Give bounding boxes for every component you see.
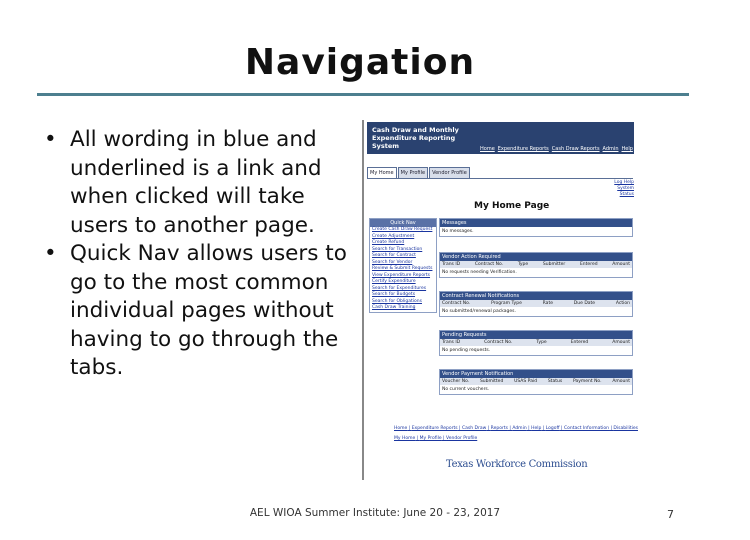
quick-nav-item[interactable]: Cash Draw Training xyxy=(372,305,416,310)
bottom-nav: Home | Expenditure Reports | Cash Draw | Reports | Admin | Help | Logoff | Contact Information | Disabilities xyxy=(394,426,638,431)
quick-nav-item[interactable]: View Expenditure Reports xyxy=(372,272,431,278)
column-header: Status xyxy=(547,379,563,384)
bottom-nav-link[interactable]: Contact Information xyxy=(564,426,610,431)
panel-body: No messages. xyxy=(442,229,474,234)
contract-renewal-panel xyxy=(439,291,633,317)
quick-nav-item[interactable]: Search for Contract xyxy=(372,253,416,258)
app-screenshot xyxy=(362,120,652,480)
system-status-link[interactable]: System Status xyxy=(617,186,634,197)
app-header xyxy=(367,122,652,154)
bottom-nav-link[interactable]: Expenditure Reports xyxy=(411,426,458,431)
quick-nav-item[interactable]: Search for Transaction xyxy=(372,246,423,252)
bottom-nav-link[interactable]: Disabilities xyxy=(613,426,638,431)
column-header: Payment No. xyxy=(572,379,602,384)
bottom-nav-link[interactable]: Vendor Profile xyxy=(446,436,478,441)
bottom-nav-link[interactable]: Home xyxy=(394,426,408,431)
column-header: Trans ID xyxy=(442,262,461,267)
pending-requests-panel xyxy=(439,330,633,356)
bottom-nav-secondary: My Home | My Profile | Vendor Profile xyxy=(394,436,478,441)
column-header: Contract No. xyxy=(474,262,504,267)
top-nav-cash-draw-reports[interactable]: Cash Draw Reports xyxy=(551,146,600,152)
column-header: Trans ID xyxy=(442,340,461,345)
column-header: Entered xyxy=(570,340,589,345)
panel-header: Vendor Payment Notification xyxy=(440,370,632,378)
twc-logo: Texas Workforce Commission xyxy=(446,459,588,470)
top-nav xyxy=(480,146,651,152)
tab-divider xyxy=(367,178,633,179)
panel-columns xyxy=(440,261,632,268)
panel-body: No requests needing Verification. xyxy=(442,270,517,275)
quick-nav-item[interactable]: Search for Expenditures xyxy=(372,285,427,291)
vendor-payment-panel xyxy=(439,369,633,395)
column-header: Due Date xyxy=(573,301,596,306)
quick-nav-item[interactable]: Create Cash Draw Request xyxy=(372,227,433,232)
bullet-list xyxy=(44,126,356,383)
tab-my-home[interactable]: My Home xyxy=(367,167,397,179)
panel-columns xyxy=(440,378,632,385)
column-header: Rate xyxy=(542,301,553,306)
title-underline xyxy=(37,93,689,96)
column-header: Amount xyxy=(612,262,630,267)
quick-nav-item[interactable]: Create Refund xyxy=(372,240,405,245)
top-nav-logoff[interactable]: Logoff xyxy=(635,146,652,152)
bullet-dot: • xyxy=(44,241,57,266)
page-title: My Home Page xyxy=(474,201,550,211)
panel-body: No current vouchers. xyxy=(442,387,490,392)
system-name: Cash Draw and Monthly Expenditure Reporting System xyxy=(372,126,459,150)
bottom-nav-link[interactable]: Help xyxy=(531,426,542,431)
quick-nav-item[interactable]: Search for Vendor xyxy=(372,259,413,265)
panel-columns xyxy=(440,339,632,346)
quick-nav-item[interactable]: Review & Submit Requests xyxy=(372,266,433,271)
bottom-nav-link[interactable]: Cash Draw xyxy=(462,426,487,431)
column-header: USAS Paid xyxy=(514,379,538,384)
slide-footer: AEL WIOA Summer Institute: June 20 - 23, 2017 xyxy=(249,507,501,519)
column-header: Type xyxy=(536,340,547,345)
panel-body: No submitted/renewal packages. xyxy=(442,309,516,314)
column-header: Action xyxy=(615,301,630,306)
panel-header: Contract Renewal Notifications xyxy=(440,292,632,300)
panel-header: Messages xyxy=(440,219,632,227)
bottom-nav-link[interactable]: Admin xyxy=(512,426,527,431)
column-header: Contract No. xyxy=(484,340,513,345)
bullet-text: All wording in blue and underlined is a link and when clicked will take users to another page. xyxy=(70,127,322,238)
bullet-item xyxy=(44,126,356,240)
quick-nav-header: Quick Nav xyxy=(370,219,436,227)
panel-header: Vendor Action Required xyxy=(440,253,632,261)
bullet-item xyxy=(44,240,356,383)
bullet-text: Quick Nav allows users to go to the most common individual pages without having to go through the tabs. xyxy=(70,241,347,380)
top-nav-admin[interactable]: Admin xyxy=(602,146,619,152)
column-header: Amount xyxy=(612,340,630,345)
column-header: Program Type xyxy=(491,301,522,306)
bottom-nav-link[interactable]: My Home xyxy=(394,436,416,441)
tab-my-profile[interactable]: My Profile xyxy=(398,167,428,179)
quick-nav xyxy=(369,218,437,313)
column-header: Submitter xyxy=(542,262,566,267)
panel-columns xyxy=(440,300,632,307)
slide-title: Navigation xyxy=(244,42,476,83)
column-header: Contract No. xyxy=(442,301,471,306)
bottom-nav-link[interactable]: Reports xyxy=(490,426,508,431)
bottom-nav-link[interactable]: My Profile xyxy=(419,436,442,441)
panel-header: Pending Requests xyxy=(440,331,632,339)
column-header: Entered xyxy=(579,262,598,267)
log-help-link[interactable]: Log Help xyxy=(614,180,634,185)
panel-body: No pending requests. xyxy=(442,348,491,353)
quick-nav-item[interactable]: Create Adjustment xyxy=(372,233,415,239)
tab-vendor-profile[interactable]: Vendor Profile xyxy=(429,167,470,179)
quick-nav-item[interactable]: Search for Budgets xyxy=(372,292,416,297)
bullet-dot: • xyxy=(44,127,57,152)
bottom-nav-link[interactable]: Logoff xyxy=(545,426,560,431)
column-header: Amount xyxy=(612,379,630,384)
top-nav-help[interactable]: Help xyxy=(621,146,633,152)
quick-nav-item[interactable]: Certify Expenditure xyxy=(372,279,416,284)
messages-panel xyxy=(439,218,633,237)
top-nav-home[interactable]: Home xyxy=(480,146,495,152)
quick-nav-item[interactable]: Search for Obligations xyxy=(372,298,422,304)
top-nav-expenditure-reports[interactable]: Expenditure Reports xyxy=(497,146,549,152)
column-header: Type xyxy=(517,262,529,267)
column-header: Submitted xyxy=(479,379,504,384)
page-number: 7 xyxy=(667,508,674,521)
utility-links xyxy=(602,180,634,198)
column-header: Voucher No. xyxy=(442,379,470,384)
vendor-action-panel xyxy=(439,252,633,278)
